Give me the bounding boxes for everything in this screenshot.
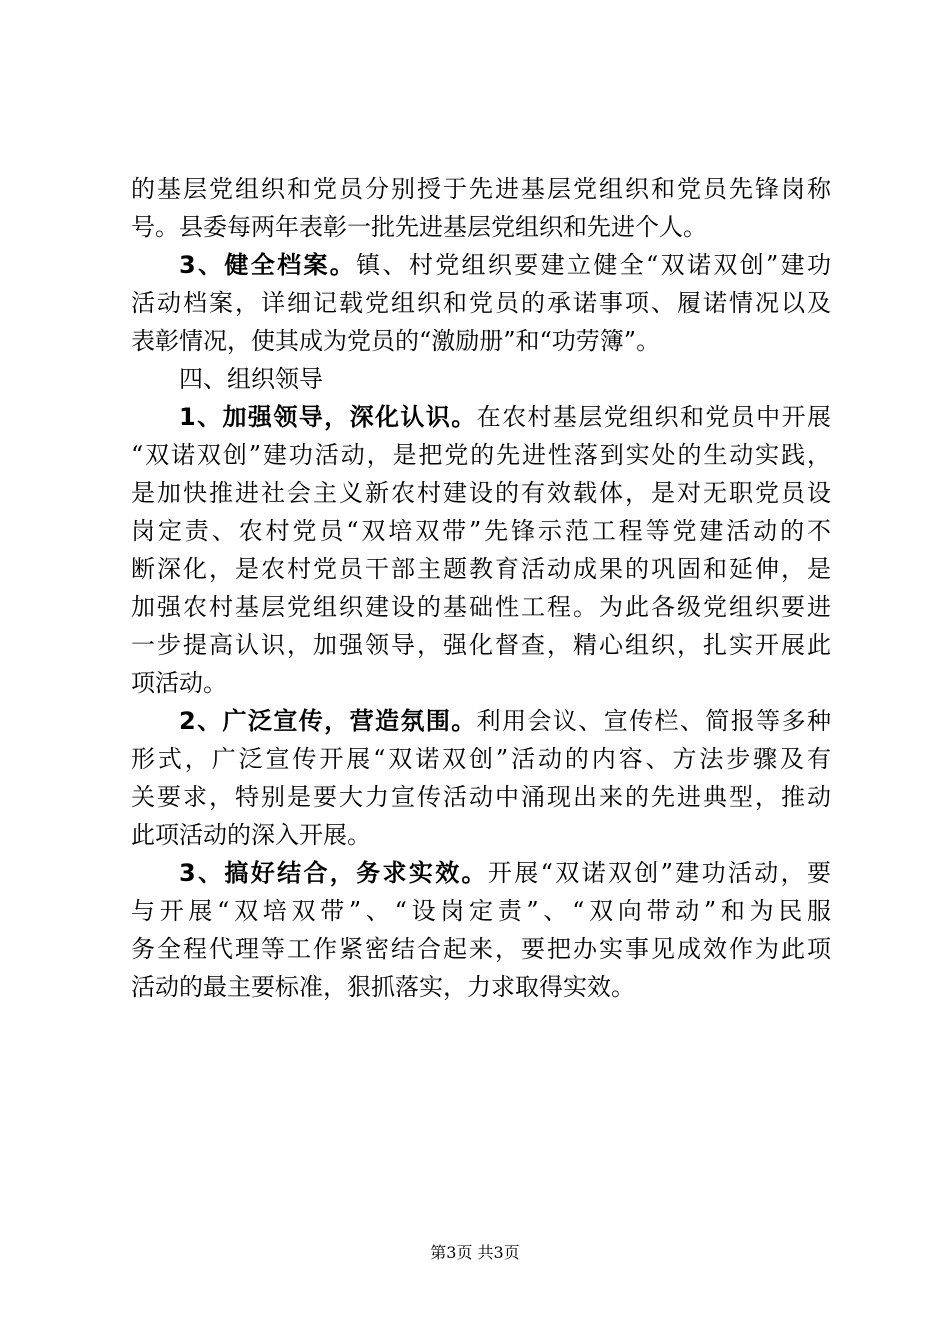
text-line <box>131 398 831 436</box>
text-line <box>131 170 831 208</box>
line-text: 表彰情况，使其成为党员的“激励册”和“功劳簿”。 <box>131 327 661 355</box>
text-line <box>131 322 831 360</box>
line-text: 镇、村党组织要建立健全“双诺双创”建功 <box>356 251 831 279</box>
text-line <box>131 892 831 930</box>
text-line <box>131 626 831 664</box>
line-text: 开展“双诺双创”建功活动，要 <box>487 859 831 887</box>
line-text: 此项活动的深入开展。 <box>131 821 371 849</box>
text-line <box>131 284 831 322</box>
text-line <box>131 664 831 702</box>
text-line <box>131 778 831 816</box>
line-text: 利用会议、宣传栏、简报等多种 <box>476 707 832 735</box>
text-line <box>131 436 831 474</box>
text-line <box>131 930 831 968</box>
line-text: 一步提高认识，加强领导，强化督查，精心组织，扎实开展此 <box>131 631 831 659</box>
text-line <box>131 702 831 740</box>
line-text: 务全程代理等工作紧密结合起来，要把办实事见成效作为此项 <box>131 935 831 963</box>
heading-lead: 3、搞好结合，务求实效。 <box>179 859 488 887</box>
text-line <box>131 550 831 588</box>
line-text: 是加快推进社会主义新农村建设的有效载体，是对无职党员设 <box>131 479 831 507</box>
heading-lead: 2、广泛宣传，营造氛围。 <box>179 707 477 735</box>
text-line <box>131 512 831 550</box>
text-line <box>131 968 831 1006</box>
text-line <box>131 208 831 246</box>
line-text: 加强农村基层党组织建设的基础性工程。为此各级党组织要进 <box>131 593 831 621</box>
line-text: 号。县委每两年表彰一批先进基层党组织和先进个人。 <box>131 213 707 241</box>
text-line <box>131 246 831 284</box>
text-line <box>131 360 831 398</box>
line-text: 关要求，特别是要大力宣传活动中涌现出来的先进典型，推动 <box>131 783 831 811</box>
text-line <box>131 854 831 892</box>
line-text: 断深化，是农村党员干部主题教育活动成果的巩固和延伸，是 <box>131 555 831 583</box>
text-line <box>131 474 831 512</box>
line-text: 活动的最主要标准，狠抓落实，力求取得实效。 <box>131 973 635 1001</box>
line-text: 项活动。 <box>131 669 227 697</box>
text-line <box>131 740 831 778</box>
text-line <box>131 816 831 854</box>
line-text: “双诺双创”建功活动，是把党的先进性落到实处的生动实践， <box>131 441 831 469</box>
line-text: 形式，广泛宣传开展“双诺双创”活动的内容、方法步骤及有 <box>131 745 831 773</box>
line-text: 的基层党组织和党员分别授于先进基层党组织和党员先锋岗称 <box>131 175 831 203</box>
line-text: 岗定责、农村党员“双培双带”先锋示范工程等党建活动的不 <box>131 517 831 545</box>
heading-lead: 3、健全档案。 <box>179 251 357 279</box>
line-text: 活动档案，详细记载党组织和党员的承诺事项、履诺情况以及 <box>131 289 831 317</box>
line-text: 在农村基层党组织和党员中开展 <box>476 403 832 431</box>
page-footer: 第3页 共3页 <box>430 1243 520 1262</box>
line-text: 与开展“双培双带”、“设岗定责”、“双向带动”和为民服 <box>131 897 831 925</box>
document-body <box>131 170 831 1006</box>
heading-lead: 1、加强领导，深化认识。 <box>179 403 477 431</box>
line-text: 四、组织领导 <box>179 365 323 393</box>
text-line <box>131 588 831 626</box>
